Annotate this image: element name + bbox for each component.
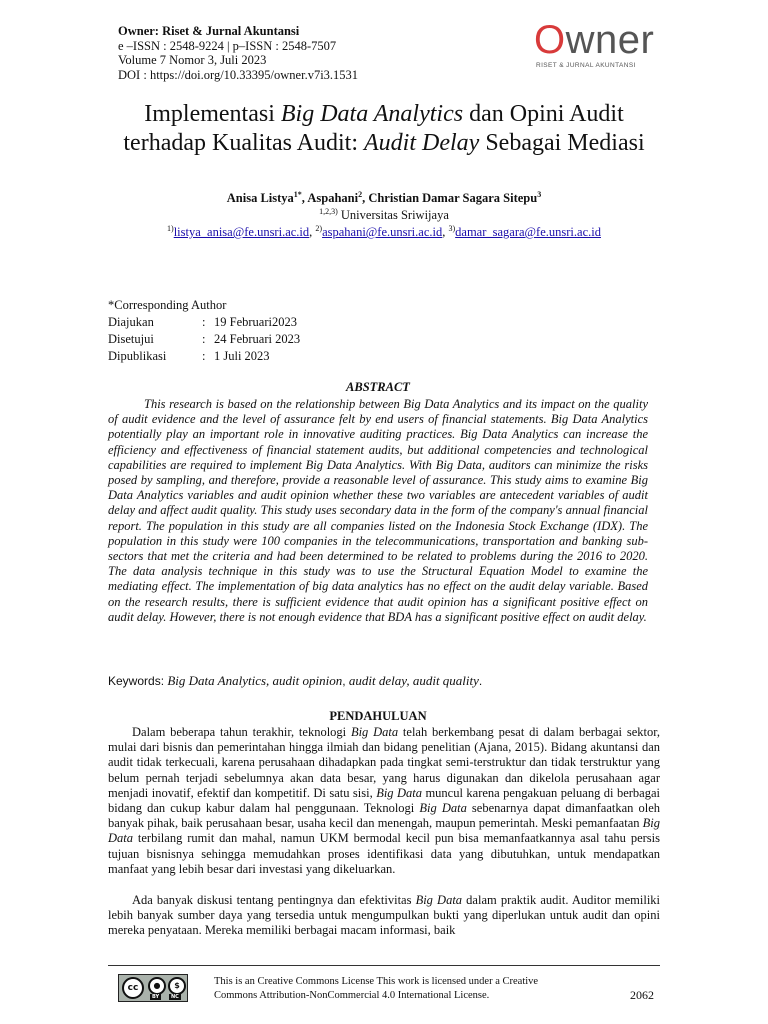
title-text: dan Opini Audit <box>463 101 624 127</box>
italic-term: Big Data <box>350 725 399 739</box>
affiliation <box>60 207 708 224</box>
author-name: , Aspahani <box>301 191 359 205</box>
email-sup: 3) <box>448 223 456 233</box>
paragraph-text: telah berkembang pesat di dalam berbagai sektor, mulai dari bisnis dan pemerintahan hingga ilmiah dan bidang penelitian (Ajana, 2015). Bidang akuntansi dan audit tidak terkecuali, karena perusahaan dihadapkan pada tingkat semi-terstruktur dan tidak terstruktur yang belum pernah terjadi sebelumnya akan data besar, yang harus digunakan dan dikelola perusahaan agar menjadi inovatif, efektif dan kompetitif. Di satu sisi, <box>108 725 661 800</box>
logo-word-rest: wner <box>565 18 655 62</box>
meta-value: 24 Februari 2023 <box>214 332 301 346</box>
title-text: terhadap Kualitas Audit: <box>123 130 364 156</box>
keywords-value: audit delay, audit quality <box>348 673 479 688</box>
section-heading: PENDAHULUAN <box>329 709 427 723</box>
corresponding-author-note: *Corresponding Author <box>108 298 227 312</box>
title-text: Implementasi <box>144 101 281 127</box>
logo-subtitle: RISET & JURNAL AKUNTANSI <box>536 62 636 69</box>
meta-value: 1 Juli 2023 <box>214 349 270 363</box>
author-sup: 3 <box>537 189 542 199</box>
author-emails <box>60 224 708 241</box>
author-names <box>60 190 708 207</box>
license-line: This is an Creative Commons License This work is licensed under a Creative <box>214 976 539 987</box>
nc-icon: $ <box>168 977 186 995</box>
logo-o-letter: O <box>534 18 566 62</box>
paragraph-text: terbilang rumit dan mahal, namun UKM bermodal kecil pun bisa memanfaatkannya asal tahu persis tujuan bisnisnya sehingga memudahkan proses identifikasi data yang dibutuhkan, untuk mendapatkan manfaat yang lebih besar dari investasi yang dikeluarkan. <box>108 831 660 876</box>
author-block <box>60 190 708 241</box>
meta-value: 19 Februari2023 <box>214 315 297 329</box>
logo-wordmark <box>534 18 654 63</box>
meta-colon: : <box>202 332 206 346</box>
affiliation-text: Universitas Sriwijaya <box>337 208 449 222</box>
meta-row <box>108 314 300 331</box>
journal-info <box>118 24 358 82</box>
affiliation-sup: 1,2,3) <box>319 206 338 216</box>
meta-label: Dipublikasi <box>108 349 167 363</box>
keywords-value: Big Data Analytics, audit opinion <box>167 673 343 688</box>
footer-divider <box>108 965 660 966</box>
title-italic: Big Data Analytics <box>280 101 464 127</box>
paragraph-text: dalam praktik audit. Auditor memiliki lebih banyak sumber daya yang tersedia untuk mengumpulkan bukti yang diperlukan untuk audit dan opini mereka penyataan. Mereka memiliki berbagai macam informasi, baik <box>108 893 661 938</box>
italic-term: Big Data <box>376 785 422 800</box>
meta-colon: : <box>202 315 206 329</box>
email-sup: 1) <box>167 223 174 233</box>
abstract-text: This research is based on the relationship between Big Data Analytics and its impact on the quality of audit evidence and the level of assurance felt by end users of financial statements. Big Data Analytics potentially play an important role in innovative auditing practices. Big Data Analytics can increase the efficiency and effectiveness of financial statement audits, but additional competencies and technological capabilities are required to implement Big Data Analytics. With Big Data, auditors can minimize the risks posed by sampling, and therefore, provide a reasonable level of assurance. This study aims to examine Big Data Analytics variables and audit opinion whether these two variables are antecedent variables of audit delay and affect audit quality. This study uses secondary data in the form of the company's annual financial report. The population in this study are all companies listed on the Indonesia Stock Exchange (IDX). The population in this study were 100 companies in the telecommunications, transportation and banking sub-sectors that met the criteria and had been determined to be related to problems during the 2016 to 2020. The data analysis technique in this study was to use the Structural Equation Model to examine the mediating effect. The implementation of big data analytics has no effect on the audit delay variable. Based on the research results, there is sufficient evidence that audit opinion has a significant positive effect on audit delay. However, there is not enough evidence that BDA has a significant positive effect on audit delay. <box>108 397 648 624</box>
email-separator: , <box>442 225 449 239</box>
author-sup: 2 <box>358 189 363 199</box>
by-tag: BY <box>152 994 160 1000</box>
paragraph-text: sebenarnya dapat dimanfaatkan oleh banyak pihak, baik perusahaan besar, usaha kecil dan menengah, maupun pemerintah. Meski pemanfaatan <box>108 801 660 831</box>
author-name: , Christian Damar Sagara Sitepu <box>362 191 538 205</box>
email-link[interactable]: damar_sagara@fe.unsri.ac.id <box>455 225 601 239</box>
meta-label: Diajukan <box>108 315 154 329</box>
italic-term: Big Data <box>415 893 463 907</box>
license-text <box>214 975 594 1002</box>
paper-title <box>60 100 708 158</box>
journal-doi-line[interactable]: DOI : https://doi.org/10.33395/owner.v7i3.1531 <box>118 67 359 82</box>
meta-row <box>108 348 300 365</box>
meta-label: Disetujui <box>108 332 154 346</box>
italic-term: Big Data <box>108 816 660 846</box>
submission-metadata <box>108 297 300 365</box>
nc-tag: NC <box>171 994 179 1000</box>
body-paragraph-2 <box>108 893 660 939</box>
paragraph-text: Dalam beberapa tahun terakhir, teknologi <box>132 725 351 739</box>
paragraph-text: muncul karena pengakuan peluang di berbagai bidang dan cukup kabur dalam hal penggunaan. Teknologi <box>108 785 660 816</box>
title-text: Sebagai Mediasi <box>479 130 645 156</box>
cc-license-badge[interactable] <box>118 974 188 1002</box>
author-name: Anisa Listya <box>226 191 294 205</box>
meta-colon: : <box>202 349 206 363</box>
italic-term: Big Data <box>419 801 467 816</box>
email-sup: 2) <box>315 223 323 233</box>
title-line-2 <box>60 129 708 158</box>
cc-icon: cc <box>122 977 144 999</box>
email-link[interactable]: listya_anisa@fe.unsri.ac.id <box>173 225 310 239</box>
keywords-end: . <box>478 674 483 688</box>
title-line-1 <box>60 100 708 129</box>
abstract-heading: ABSTRACT <box>346 380 410 394</box>
email-link[interactable]: aspahani@fe.unsri.ac.id <box>322 225 443 239</box>
keywords-line <box>108 673 668 689</box>
page-number: 2062 <box>630 988 654 1002</box>
keywords-separator: , <box>342 674 349 688</box>
author-sup: 1* <box>293 189 302 199</box>
body-paragraph-1 <box>108 725 660 877</box>
title-italic: Audit Delay <box>364 130 480 156</box>
license-line: Commons Attribution-NonCommercial 4.0 International License. <box>214 989 490 1001</box>
journal-issn-line: e –ISSN : 2548-9224 | p–ISSN : 2548-7507 <box>118 38 337 53</box>
email-separator: , <box>309 225 316 239</box>
by-icon: ● <box>148 977 166 995</box>
journal-volume-line: Volume 7 Nomor 3, Juli 2023 <box>118 53 267 67</box>
journal-logo <box>532 18 662 76</box>
meta-row <box>108 331 300 348</box>
keywords-label: Keywords: <box>108 674 168 688</box>
journal-header <box>118 18 658 94</box>
paragraph-text: Ada banyak diskusi tentang pentingnya dan efektivitas <box>132 893 416 907</box>
journal-owner-line: Owner: Riset & Jurnal Akuntansi <box>118 24 300 38</box>
